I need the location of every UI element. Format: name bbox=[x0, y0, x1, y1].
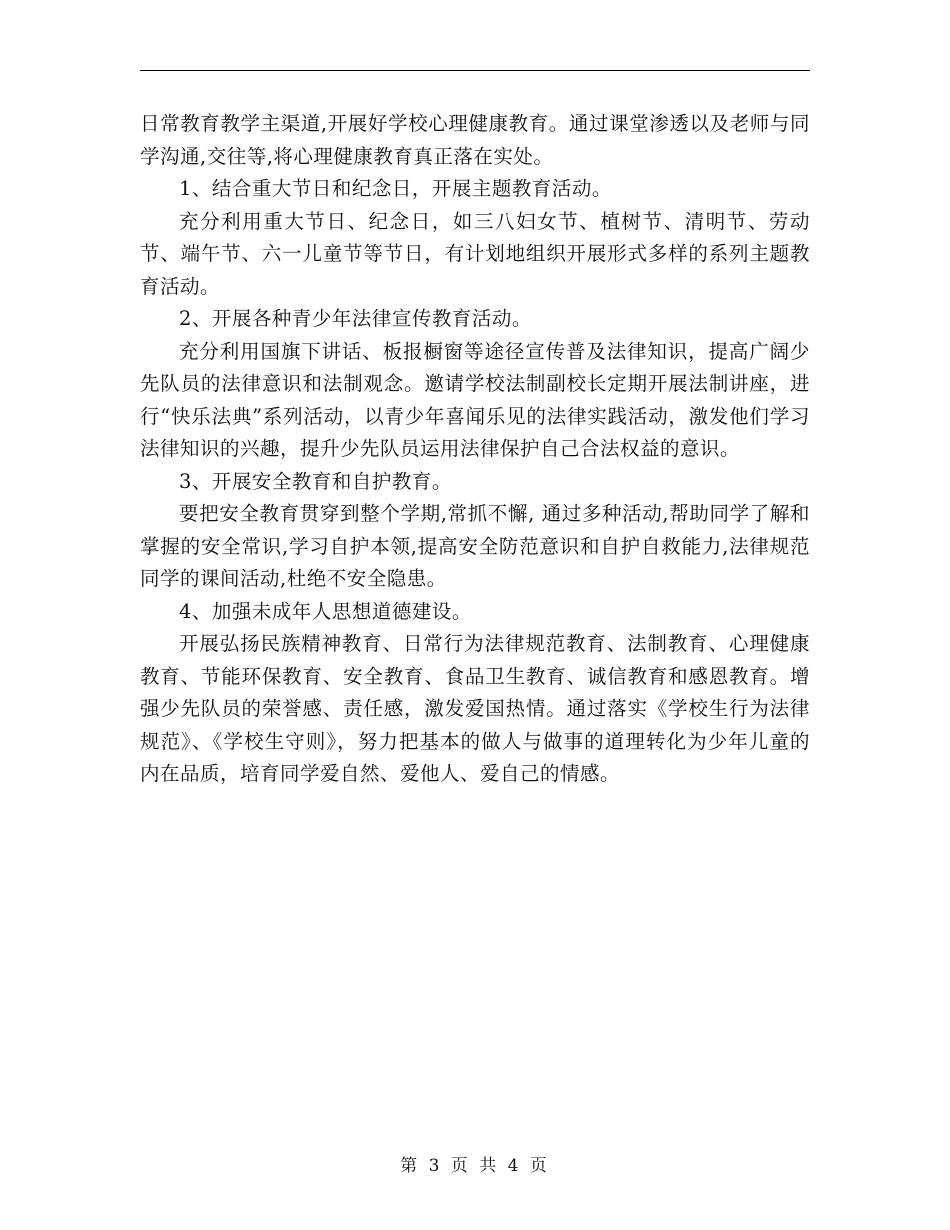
section-heading-3: 3、开展安全教育和自护教育。 bbox=[179, 469, 452, 493]
section-heading-1: 1、结合重大节日和纪念日，开展主题教育活动。 bbox=[179, 177, 612, 200]
paragraph-continuation: 日常教育教学主渠道,开展好学校心理健康教育。通过课堂渗透以及老师与同学沟通,交往等,将心理健康教育真正落在实处。 bbox=[140, 112, 810, 168]
page-number-footer: 第 3 页 共 4 页 bbox=[400, 1156, 550, 1176]
section-heading-4: 4、加强未成年人思想道德建设。 bbox=[179, 599, 472, 623]
paragraph-section-3: 要把安全教育贯穿到整个学期,常抓不懈, 通过多种活动,帮助同学了解和掌握的安全常识,学习自护本领,提高安全防范意识和自护自救能力,法律规范同学的课间活动,杜绝不安全隐患。 bbox=[140, 502, 810, 590]
paragraph-section-2: 充分利用国旗下讲话、板报橱窗等途径宣传普及法律知识，提高广阔少先队员的法律意识和法制观念。邀请学校法制副校长定期开展法制讲座，进行“快乐法典”系列活动，以青少年喜闻乐见的法律实践活动，激发他们学习法律知识的兴趣，提升少先队员运用法律保护自己合法权益的意识。 bbox=[140, 339, 810, 460]
section-heading-2: 2、开展各种青少年法律宣传教育活动。 bbox=[179, 307, 532, 330]
paragraph-section-1: 充分利用重大节日、纪念日，如三八妇女节、植树节、清明节、劳动节、端午节、六一儿童节等节日，有计划地组织开展形式多样的系列主题教育活动。 bbox=[140, 209, 810, 298]
document-body bbox=[140, 108, 810, 791]
paragraph-section-4: 开展弘扬民族精神教育、日常行为法律规范教育、法制教育、心理健康教育、节能环保教育、安全教育、食品卫生教育、诚信教育和感恩教育。增强少先队员的荣誉感、责任感，激发爱国热情。通过落实《学校生行为法律规范》、《学校生守则》，努力把基本的做人与做事的道理转化为少年儿童的内在品质，培育同学爱自然、爱他人、爱自己的情感。 bbox=[140, 632, 810, 785]
header-rule bbox=[140, 70, 810, 71]
